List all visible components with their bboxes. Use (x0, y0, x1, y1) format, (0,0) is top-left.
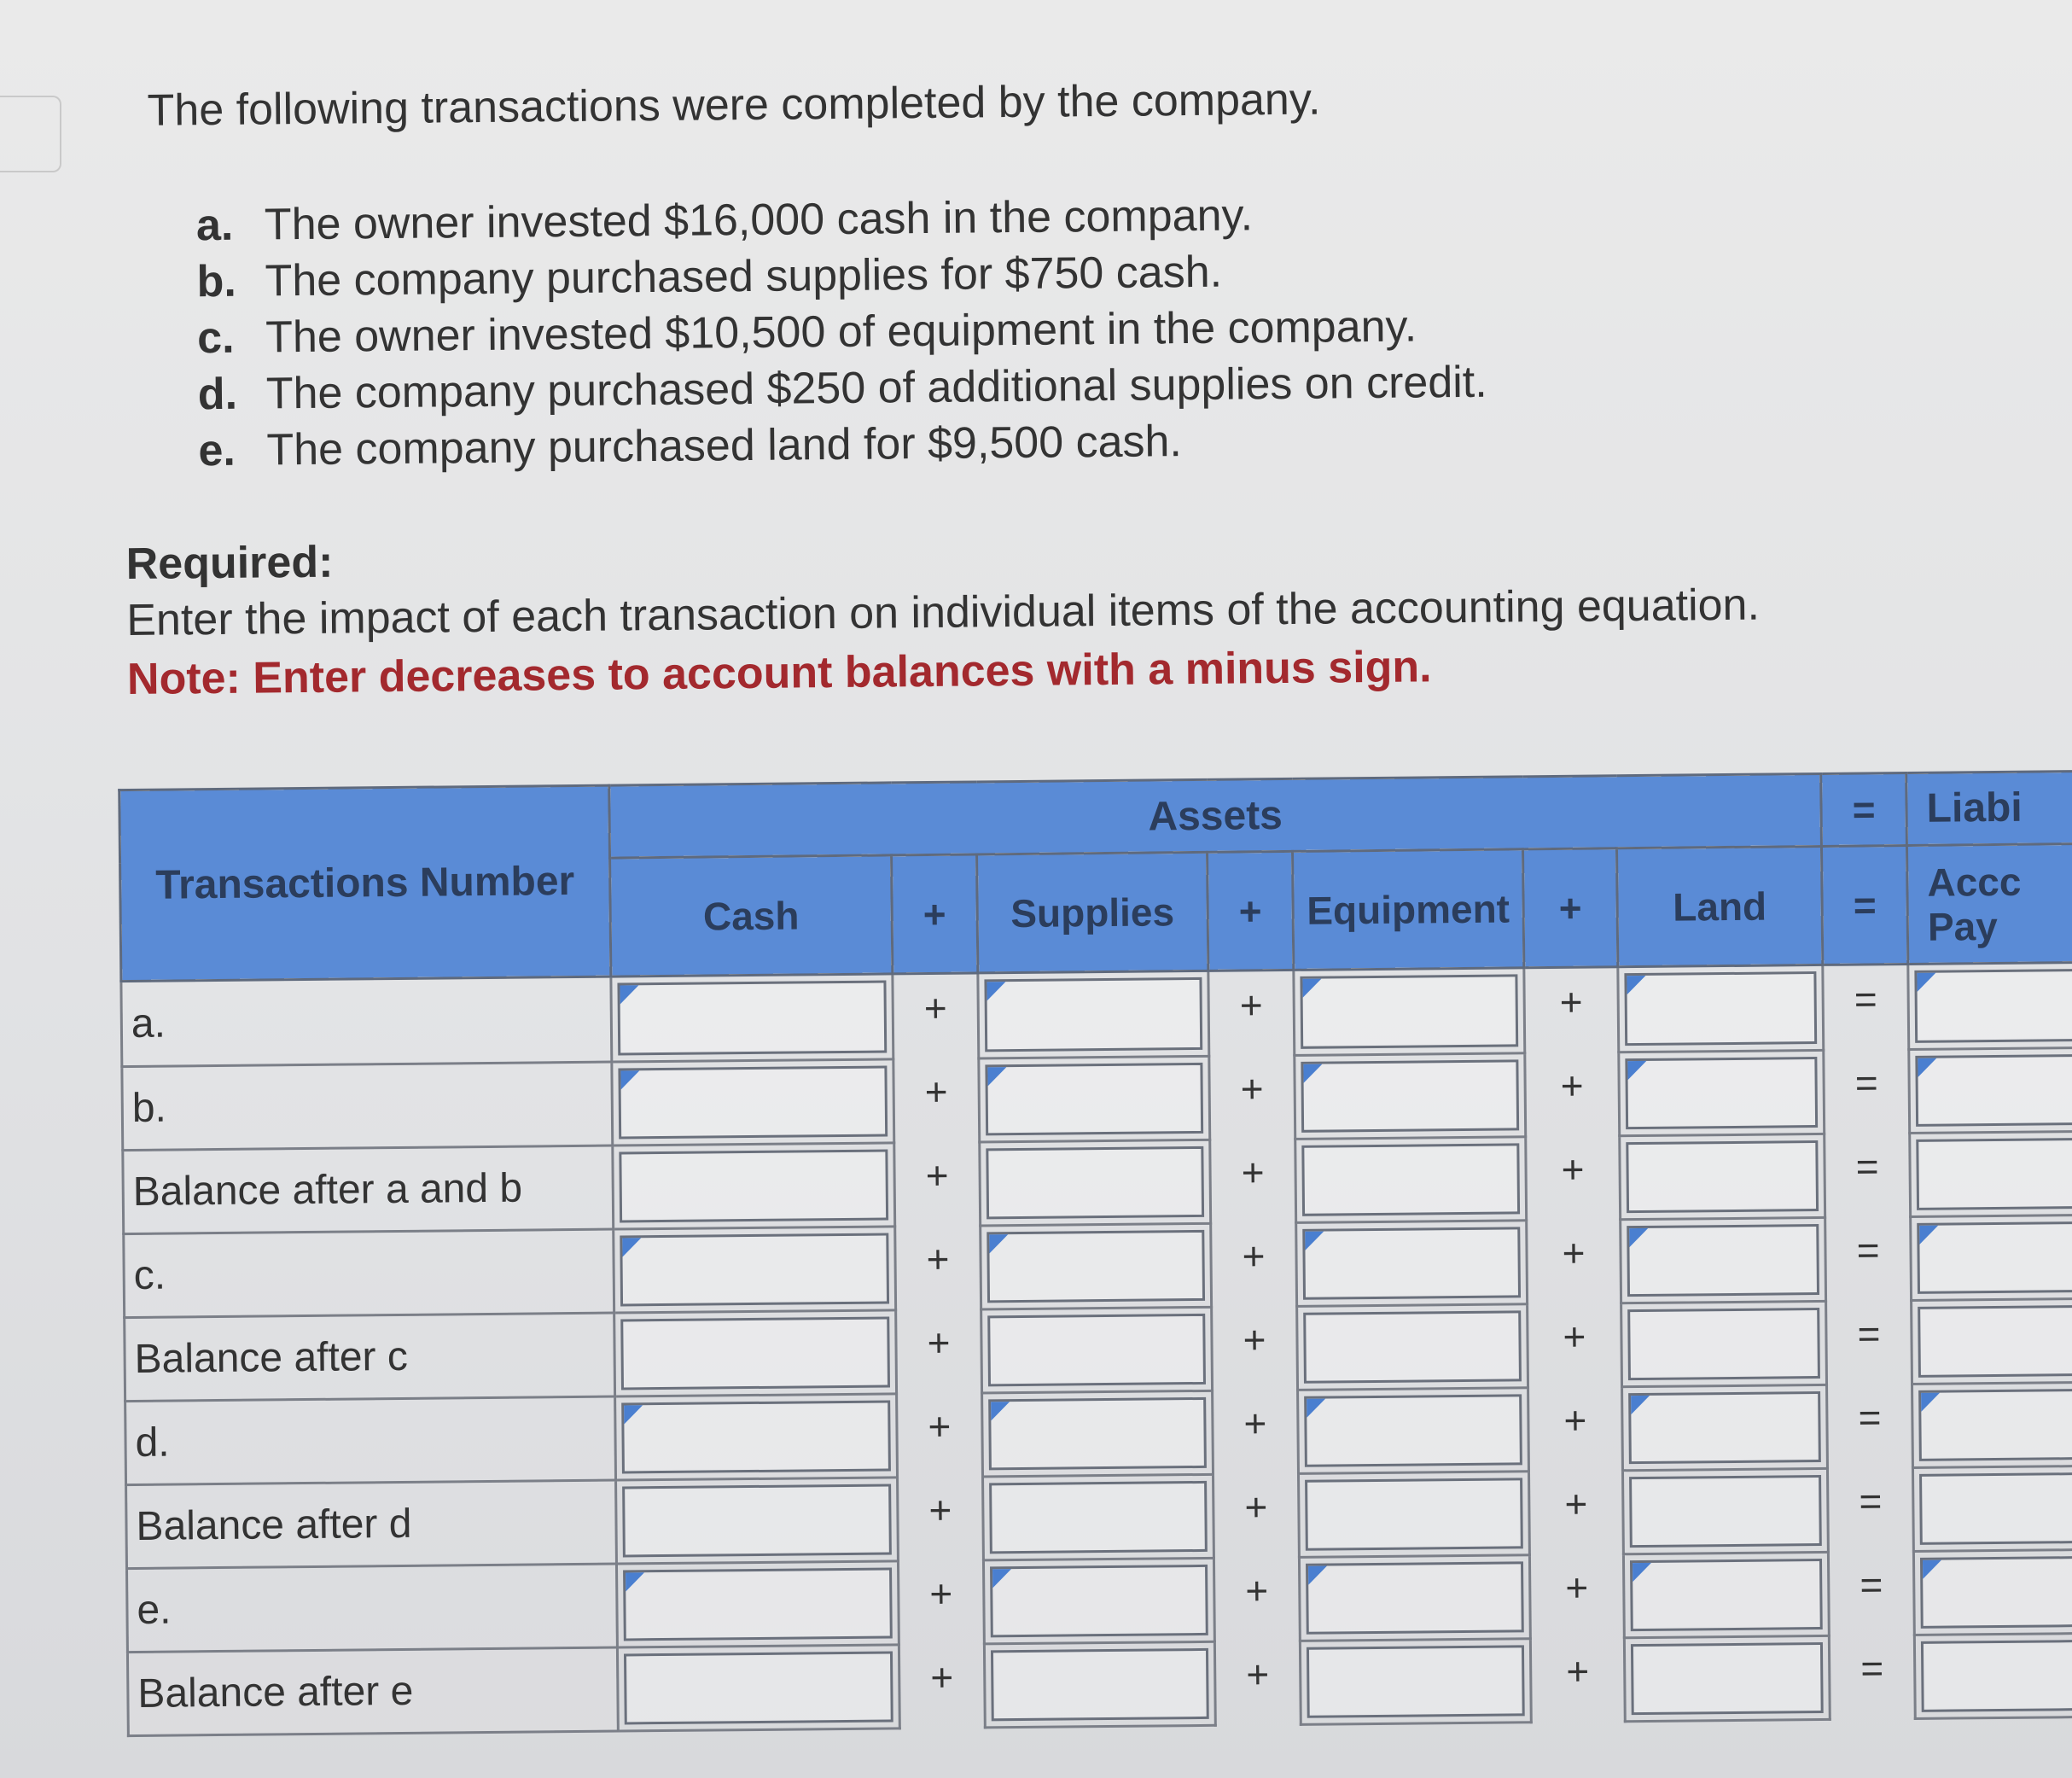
accounts-payable-input[interactable] (1922, 1473, 2072, 1542)
supplies-cell (981, 1307, 1213, 1393)
accounts-payable-input-box (1918, 1303, 2072, 1377)
row-label: e. (126, 1564, 617, 1653)
accounts-payable-header-line2: Pay (1927, 903, 1999, 949)
cash-input[interactable] (624, 1402, 888, 1471)
cash-header: Cash (610, 855, 893, 976)
equipment-input[interactable] (1309, 1647, 1522, 1715)
land-input[interactable] (1631, 1394, 1819, 1461)
accounts-payable-input[interactable] (1917, 971, 2072, 1040)
land-header: Land (1616, 846, 1822, 966)
accounts-payable-input-box (1921, 1638, 2072, 1711)
plus-sign: + (1243, 1317, 1266, 1362)
land-input[interactable] (1630, 1310, 1818, 1378)
plus-sign: + (928, 1403, 952, 1449)
land-input[interactable] (1627, 1059, 1815, 1127)
cash-cell (615, 1393, 898, 1479)
accounts-payable-header-line1: Accc (1927, 859, 2022, 905)
land-cell (1618, 965, 1824, 1052)
accounts-payable-input[interactable] (1918, 1139, 2072, 1207)
plus-sign: + (1242, 1233, 1266, 1279)
cash-input-box (622, 1484, 892, 1557)
required-note: Note: Enter decreases to account balances with a minus sign. (126, 642, 1432, 705)
transaction-text: The owner invested $16,000 cash in the company. (264, 190, 1254, 250)
required-instructions: Enter the impact of each transaction on individual items of the accounting equation. (126, 580, 1761, 646)
cash-input-box (620, 1316, 890, 1390)
equipment-cell (1299, 1554, 1530, 1641)
equipment-input[interactable] (1302, 976, 1516, 1046)
equipment-cell (1295, 1052, 1526, 1139)
supplies-input[interactable] (989, 1232, 1202, 1299)
cash-input[interactable] (621, 1151, 886, 1220)
equipment-input-box (1305, 1478, 1523, 1550)
equipment-input-box (1307, 1645, 1525, 1717)
equipment-input-box (1301, 1059, 1519, 1132)
supplies-header: Supplies (977, 852, 1208, 973)
supplies-input-box (986, 1145, 1204, 1218)
cash-input-box (618, 1065, 888, 1139)
equipment-input-box (1301, 1143, 1520, 1215)
plus-sign: + (1240, 1066, 1264, 1111)
accounting-equation-grid (118, 769, 2072, 1737)
row-label: a. (121, 976, 612, 1066)
plus-header: + (1208, 851, 1294, 971)
accounts-payable-cell (1913, 1465, 2072, 1551)
supplies-input-box (991, 1647, 1209, 1720)
accounts-payable-input[interactable] (1924, 1641, 2072, 1709)
equipment-input-box (1302, 1227, 1521, 1299)
transaction-letter: d. (197, 369, 238, 420)
supplies-cell (979, 1056, 1210, 1142)
transaction-list (196, 185, 1488, 479)
transaction-letter: c. (196, 312, 235, 364)
supplies-cell (983, 1474, 1214, 1560)
plus-sign: + (1563, 1397, 1587, 1443)
accounts-payable-input[interactable] (1923, 1557, 2072, 1625)
equipment-cell (1294, 968, 1525, 1055)
land-input-box (1626, 1140, 1819, 1213)
land-input-box (1625, 1057, 1818, 1129)
plus-sign: + (1560, 1063, 1584, 1108)
land-input-box (1628, 1390, 1821, 1463)
equipment-input[interactable] (1307, 1396, 1520, 1464)
accounts-payable-cell (1911, 1214, 2072, 1300)
cash-input-box (619, 1149, 888, 1222)
equals-sign: = (1854, 976, 1877, 1022)
land-cell (1624, 1635, 1830, 1721)
supplies-input[interactable] (992, 1483, 1205, 1550)
cash-cell (613, 1142, 895, 1228)
cash-input-box (621, 1400, 891, 1473)
row-label: Balance after d (126, 1480, 617, 1569)
cash-input-box (620, 1233, 889, 1306)
equipment-input-box (1300, 974, 1518, 1048)
supplies-input[interactable] (987, 1064, 1201, 1132)
equals-sign: = (1855, 1144, 1879, 1189)
required-section (125, 521, 1760, 710)
land-input-box (1627, 1308, 1820, 1380)
land-cell (1621, 1217, 1826, 1303)
equipment-cell (1297, 1303, 1528, 1390)
land-input[interactable] (1632, 1478, 1819, 1545)
accounts-payable-input[interactable] (1918, 1055, 2072, 1123)
supplies-input-box (984, 977, 1202, 1052)
transaction-item-e (198, 411, 1487, 480)
supplies-cell (978, 971, 1209, 1058)
cash-input[interactable] (626, 1653, 891, 1722)
accounts-payable-input-box (1919, 1471, 2072, 1544)
accounts-payable-cell (1912, 1381, 2072, 1467)
equals-sign: = (1860, 1562, 1883, 1607)
cash-cell (616, 1560, 899, 1647)
row-label: Balance after a and b (123, 1145, 614, 1234)
land-input-box (1630, 1558, 1823, 1630)
land-cell (1622, 1385, 1828, 1470)
land-input[interactable] (1628, 1143, 1816, 1210)
land-cell (1623, 1552, 1829, 1637)
transactions-number-header: Transactions Number (119, 785, 611, 981)
equipment-input[interactable] (1303, 1062, 1516, 1129)
liabilities-header: Liabi (1906, 770, 2072, 845)
accounts-payable-input-box (1918, 1387, 2072, 1460)
plus-sign: + (1243, 1401, 1267, 1446)
equals-header-top: = (1821, 772, 1907, 846)
question-intro: The following transactions were completed by the company. (147, 74, 1321, 136)
cash-cell (617, 1644, 899, 1730)
accounts-payable-cell (1909, 1046, 2072, 1133)
land-input[interactable] (1629, 1227, 1817, 1294)
supplies-input[interactable] (992, 1566, 1206, 1634)
accounts-payable-input-box (1917, 1220, 2072, 1293)
plus-sign: + (924, 1069, 948, 1115)
equipment-input-box (1304, 1394, 1522, 1466)
supplies-cell (981, 1223, 1212, 1309)
plus-header: + (1522, 848, 1617, 968)
supplies-input[interactable] (991, 1399, 1204, 1466)
supplies-input[interactable] (988, 1148, 1202, 1215)
equipment-cell (1298, 1387, 1529, 1473)
plus-sign: + (1244, 1484, 1268, 1530)
supplies-input[interactable] (987, 980, 1200, 1049)
row-label: d. (125, 1396, 616, 1485)
accounts-payable-cell (1914, 1632, 2072, 1718)
equipment-input[interactable] (1305, 1229, 1518, 1297)
land-input[interactable] (1627, 974, 1814, 1043)
plus-sign: + (927, 1320, 951, 1366)
accounts-payable-input[interactable] (1921, 1390, 2072, 1458)
supplies-input-box (988, 1396, 1207, 1469)
supplies-input-box (989, 1480, 1208, 1553)
cash-cell (612, 1058, 894, 1145)
transaction-text: The owner invested $10,500 of equipment in the company. (265, 301, 1417, 363)
cash-input[interactable] (622, 1235, 887, 1303)
plus-sign: + (926, 1236, 950, 1282)
supplies-input[interactable] (990, 1315, 1203, 1383)
equals-sign: = (1856, 1227, 1880, 1273)
transaction-text: The company purchased supplies for $750 cash. (265, 247, 1223, 306)
plus-sign: + (1566, 1648, 1590, 1693)
plus-sign: + (928, 1487, 952, 1533)
transaction-text: The company purchased land for $9,500 cash. (266, 417, 1183, 475)
equipment-input[interactable] (1308, 1564, 1522, 1631)
cash-cell (611, 974, 893, 1062)
equals-sign: = (1858, 1395, 1882, 1440)
plus-sign: + (1564, 1481, 1588, 1526)
assets-header: Assets (609, 773, 1822, 858)
supplies-input[interactable] (993, 1650, 1207, 1717)
equipment-input[interactable] (1307, 1480, 1521, 1548)
equals-sign: = (1854, 1060, 1878, 1105)
plus-sign: + (1561, 1146, 1585, 1192)
cash-input-box (617, 980, 887, 1055)
cash-input[interactable] (623, 1319, 888, 1387)
land-input-box (1627, 1224, 1819, 1297)
cash-input-box (624, 1651, 893, 1724)
cash-input[interactable] (626, 1570, 890, 1638)
equipment-input-box (1306, 1561, 1524, 1634)
equipment-cell (1296, 1220, 1528, 1306)
equipment-header: Equipment (1292, 849, 1523, 971)
land-input[interactable] (1633, 1645, 1821, 1712)
accounts-payable-input[interactable] (1920, 1306, 2072, 1374)
transaction-letter: b. (196, 256, 237, 307)
land-input[interactable] (1633, 1561, 1820, 1629)
cash-cell (614, 1309, 897, 1396)
accounts-payable-input-box (1914, 968, 2072, 1042)
land-cell (1619, 1050, 1825, 1135)
land-cell (1621, 1301, 1827, 1386)
transaction-letter: a. (195, 200, 234, 251)
land-cell (1622, 1468, 1828, 1554)
land-input-box (1629, 1474, 1822, 1547)
accounts-payable-input-box (1916, 1136, 2072, 1210)
plus-sign: + (1559, 979, 1583, 1024)
land-cell (1620, 1134, 1825, 1219)
accounts-payable-cell (1913, 1548, 2072, 1635)
cash-input[interactable] (625, 1486, 889, 1554)
row-label: Balance after c (125, 1313, 615, 1402)
cash-input[interactable] (620, 983, 884, 1052)
accounts-payable-header (1907, 842, 2072, 964)
supplies-input-box (987, 1229, 1205, 1302)
plus-sign: + (1565, 1565, 1589, 1610)
equipment-cell (1298, 1471, 1529, 1557)
supplies-cell (980, 1140, 1211, 1226)
plus-header: + (892, 854, 978, 974)
supplies-input-box (987, 1313, 1206, 1385)
land-input-box (1631, 1641, 1824, 1714)
equals-sign: = (1857, 1311, 1881, 1356)
cash-cell (614, 1226, 896, 1312)
plus-sign: + (1246, 1652, 1270, 1697)
plus-sign: + (923, 985, 947, 1031)
land-input-box (1624, 971, 1817, 1046)
equals-sign: = (1860, 1646, 1884, 1691)
equipment-cell (1295, 1136, 1527, 1222)
equipment-input[interactable] (1304, 1145, 1517, 1213)
accounts-payable-cell (1912, 1297, 2072, 1384)
equals-header: = (1822, 845, 1908, 965)
row-label: Balance after e (127, 1647, 618, 1736)
accounting-equation-table (118, 769, 2072, 1737)
accounts-payable-cell (1908, 961, 2072, 1049)
row-label: c. (124, 1229, 614, 1318)
plus-sign: + (1563, 1314, 1586, 1359)
equals-sign: = (1859, 1478, 1883, 1524)
cash-input[interactable] (620, 1068, 885, 1136)
supplies-cell (982, 1390, 1214, 1477)
transaction-text: The company purchased $250 of additional supplies on credit. (265, 357, 1487, 419)
cash-input-box (623, 1567, 893, 1641)
equipment-input-box (1303, 1310, 1522, 1383)
cash-cell (616, 1477, 899, 1563)
accounts-payable-cell (1910, 1130, 2072, 1216)
row-label: b. (122, 1062, 613, 1151)
plus-sign: + (1241, 1150, 1265, 1195)
supplies-input-box (985, 1062, 1203, 1134)
supplies-input-box (990, 1564, 1208, 1636)
required-title: Required: (125, 537, 334, 590)
accounting-equation-body (121, 961, 2072, 1735)
plus-sign: + (929, 1571, 953, 1617)
supplies-cell (984, 1641, 1215, 1728)
plus-sign: + (1239, 982, 1263, 1028)
accounts-payable-input-box (1920, 1554, 2072, 1628)
side-tab-marker (0, 96, 61, 172)
transaction-letter: e. (198, 425, 236, 476)
plus-sign: + (1562, 1230, 1586, 1275)
equipment-input[interactable] (1306, 1313, 1519, 1380)
plus-sign: + (925, 1152, 949, 1198)
equipment-cell (1300, 1638, 1531, 1724)
plus-sign: + (930, 1654, 954, 1700)
accounts-payable-input-box (1915, 1052, 2072, 1126)
supplies-cell (983, 1558, 1214, 1644)
plus-sign: + (1245, 1568, 1269, 1613)
accounts-payable-input[interactable] (1919, 1222, 2072, 1291)
